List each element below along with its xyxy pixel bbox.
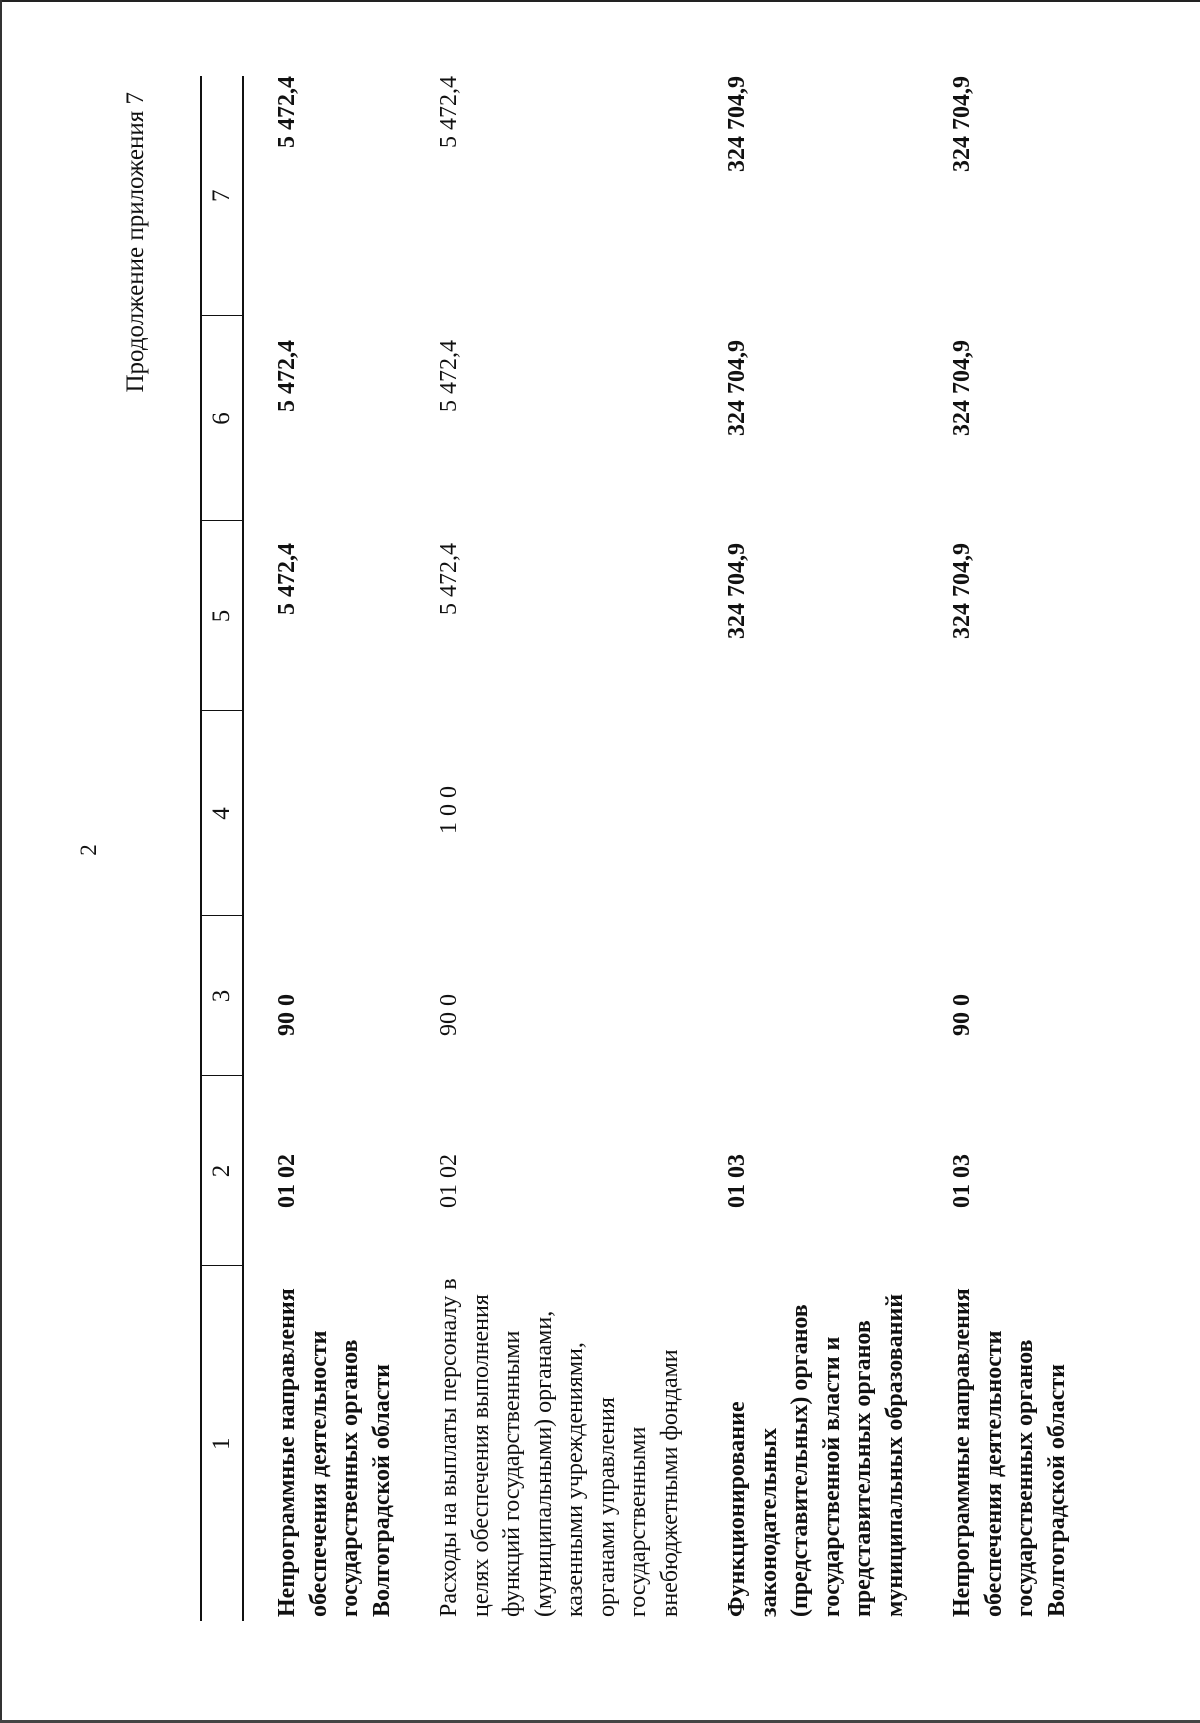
column-header: 7 (201, 76, 243, 316)
row-section: 01 02 (436, 1154, 462, 1208)
row-code3 (722, 916, 911, 1076)
row-code3: 90 0 (436, 994, 462, 1036)
column-header: 5 (201, 521, 243, 711)
table-header-row (201, 76, 243, 1621)
continuation-label: Продолжение приложения 7 (122, 92, 149, 393)
row-code3: 90 0 (274, 994, 300, 1036)
row-spacer (398, 76, 434, 1621)
table-row (947, 76, 1073, 1621)
column-header: 2 (201, 1076, 243, 1266)
row-value-6: 5 472,4 (436, 340, 462, 412)
row-name: Расходы на выплаты персоналу в целях обеспечения выполнения функций государственными (муниципальными) органами, казенными учреждениями, органами управления государственными внебюджетными фондами (436, 1278, 683, 1617)
row-value-6: 324 704,9 (949, 340, 975, 436)
table-row (243, 76, 398, 1621)
table-row (722, 76, 911, 1621)
row-name: Непрограммные направления обеспечения деятельности государственных органов Волгоградской области (274, 1288, 395, 1617)
row-name: Непрограммные направления обеспечения деятельности государственных органов Волгоградской области (949, 1288, 1070, 1617)
column-header: 3 (201, 916, 243, 1076)
row-value-5: 5 472,4 (436, 543, 462, 615)
row-value-7: 5 472,4 (436, 76, 462, 148)
page-number: 2 (76, 844, 101, 856)
table-row (434, 76, 686, 1621)
row-value-7: 324 704,9 (724, 76, 750, 172)
column-header: 6 (201, 316, 243, 521)
row-code4 (947, 711, 1073, 916)
row-spacer (686, 76, 722, 1621)
row-value-5: 324 704,9 (724, 543, 750, 639)
row-value-5: 5 472,4 (274, 543, 300, 615)
row-code4 (722, 711, 911, 916)
row-value-6: 324 704,9 (724, 340, 750, 436)
row-section: 01 03 (949, 1154, 975, 1208)
row-value-7: 324 704,9 (949, 76, 975, 172)
budget-table (200, 76, 1073, 1621)
column-header: 4 (201, 711, 243, 916)
row-section: 01 02 (274, 1154, 300, 1208)
row-code3: 90 0 (949, 994, 975, 1036)
row-section: 01 03 (724, 1154, 750, 1208)
row-spacer (911, 76, 947, 1621)
row-value-6: 5 472,4 (274, 340, 300, 412)
row-value-5: 324 704,9 (949, 543, 975, 639)
column-header: 1 (201, 1266, 243, 1621)
row-code4: 1 0 0 (436, 786, 462, 834)
row-code4 (243, 711, 398, 916)
row-name: Функционирование законодательных (представительных) органов государственной власти и представительных органов муниципальных образований (724, 1293, 908, 1617)
row-value-7: 5 472,4 (274, 76, 300, 148)
